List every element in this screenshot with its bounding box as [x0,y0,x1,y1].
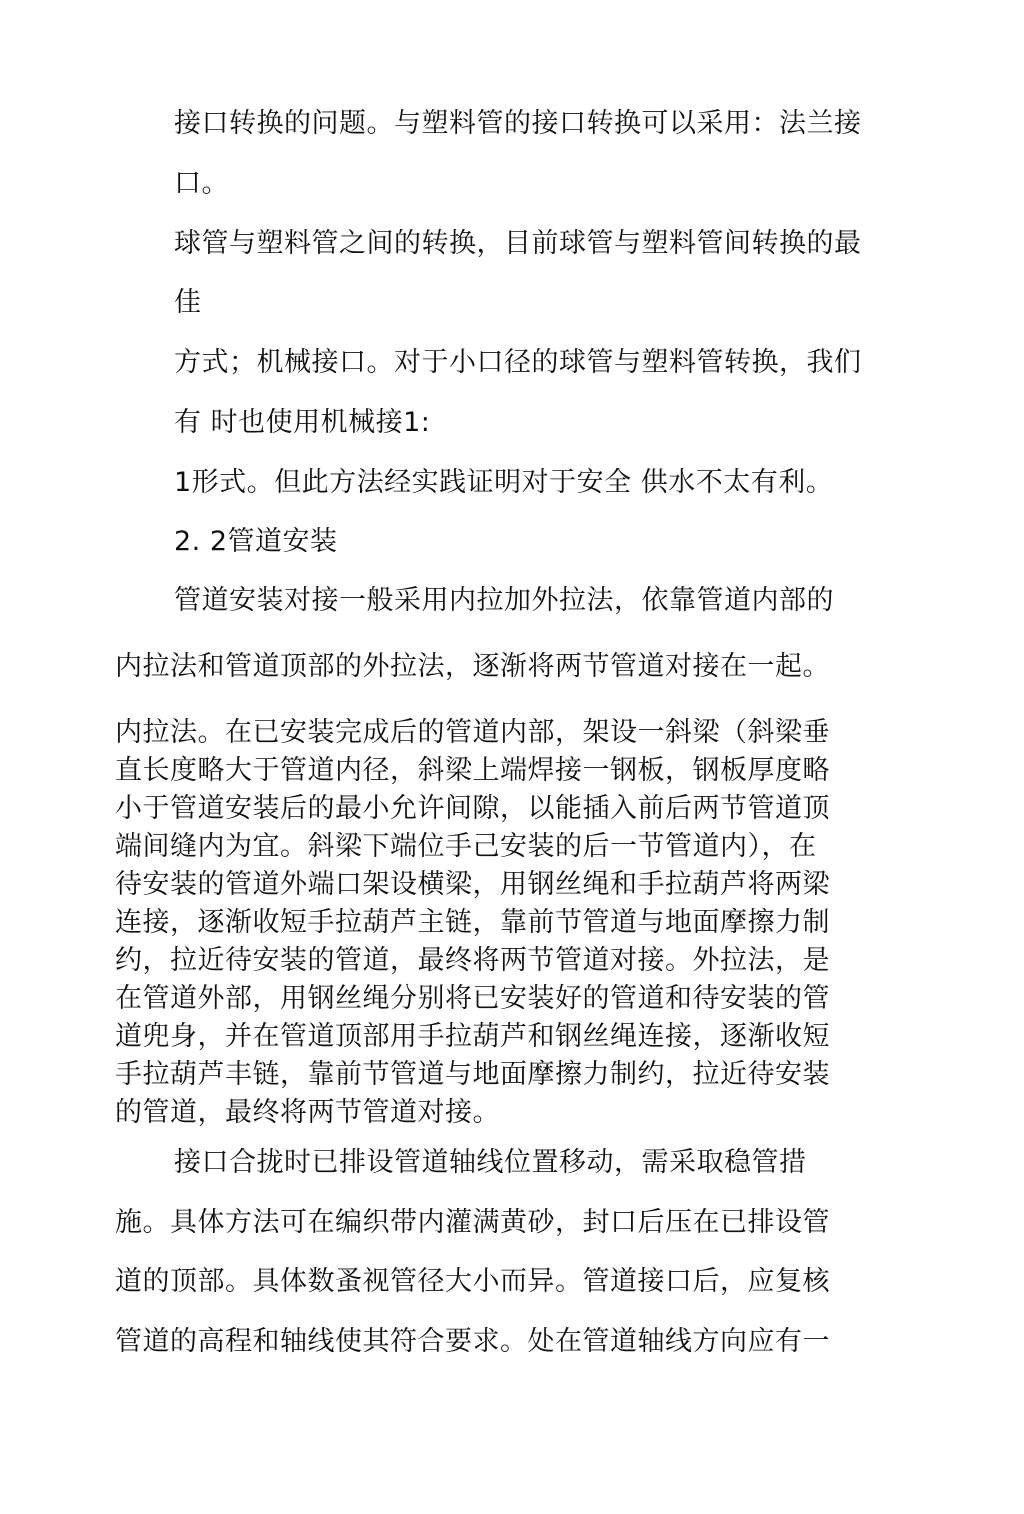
text-line: 口。 [174,168,229,199]
text-line: 直长度略大于管道内径，斜梁上端焊接一钢板，钢板厚度略 [115,755,830,786]
text-line: 端间缝内为宜。斜梁下端位手己安装的后一节管道内），在 [115,831,817,862]
text-line: 管道的高程和轴线使其符合要求。处在管道轴线方向应有一 [115,1326,830,1357]
text-line: 1形式。但此方法经实践证明对于安全 供水不太有利。 [174,467,834,498]
text-line: 球管与塑料管之间的转换，目前球管与塑料管间转换的最 [174,228,862,259]
text-line: 道兜身，并在管道顶部用手拉葫芦和钢丝绳连接，逐渐收短 [115,1021,830,1052]
text-line: 小于管道安装后的最小允许间隙，以能插入前后两节管道顶 [115,793,830,824]
text-line: 内拉法。在已安装完成后的管道内部，架设一斜梁（斜梁垂 [115,717,830,748]
text-line: 约，拉近待安装的管道，最终将两节管道对接。外拉法，是 [115,945,830,976]
text-line: 佳 [174,287,202,318]
text-line: 方式；机械接口。对于小口径的球管与塑料管转换，我们 [174,347,862,378]
text-line: 在管道外部，用钢丝绳分别将已安装好的管道和待安装的管 [115,983,830,1014]
text-line: 有 时也使用机械接1: [174,407,431,438]
text-line: 连接，逐渐收短手拉葫芦主链，靠前节管道与地面摩擦力制 [115,907,830,938]
text-line: 手拉葫芦丰链，靠前节管道与地面摩擦力制约，拉近待安装 [115,1059,830,1090]
text-line: 的管道，最终将两节管道对接。 [115,1097,500,1128]
text-line: 接口转换的问题。与塑料管的接口转换可以采用：法兰接 [174,108,862,139]
text-line: 管道安装对接一般采用内拉加外拉法，依靠管道内部的 [174,585,834,616]
section-heading: 2. 2管道安装 [174,526,338,557]
text-line: 待安装的管道外端口架设横梁，用钢丝绳和手拉葫芦将两梁 [115,869,830,900]
text-line: 内拉法和管道顶部的外拉法，逐渐将两节管道对接在一起。 [115,651,830,682]
text-line: 接口合拢时已排设管道轴线位置移动，需采取稳管措 [174,1147,807,1178]
text-line: 施。具体方法可在编织带内灌满黄砂，封口后压在已排设管 [115,1207,830,1238]
text-line: 道的顶部。具体数蚤视管径大小而异。管道接口后，应复核 [115,1266,830,1297]
